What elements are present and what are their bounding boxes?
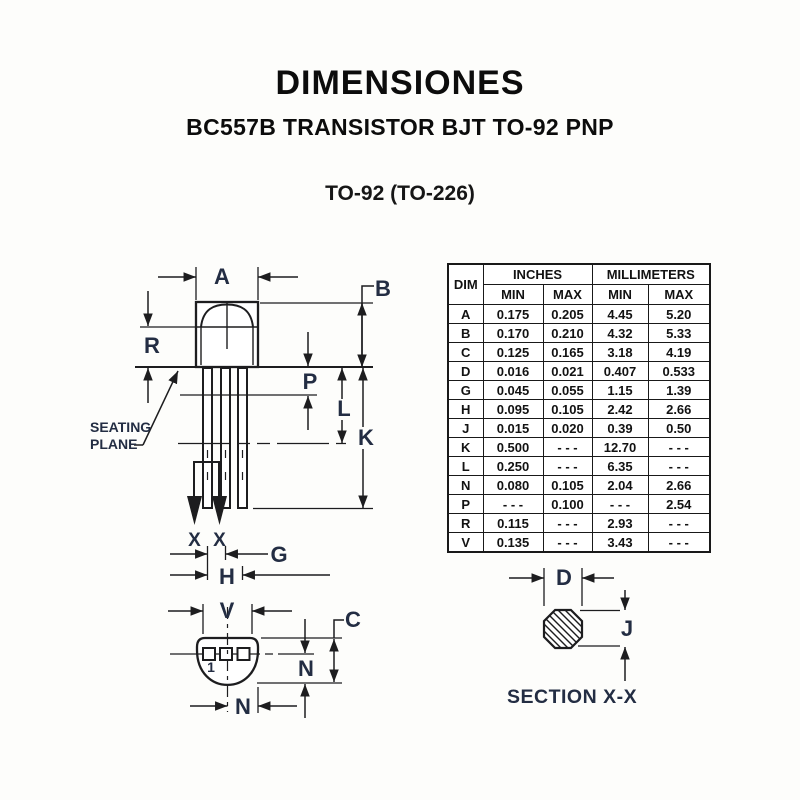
seating-plane-label-line1: SEATING — [90, 419, 152, 435]
dimensions-table — [447, 263, 711, 553]
cell-dim: C — [448, 343, 483, 362]
dim-c — [334, 620, 344, 682]
cell-mm-max: 5.33 — [648, 324, 710, 343]
cell-mm-max: - - - — [648, 457, 710, 476]
cell-in-min: 0.016 — [483, 362, 543, 381]
cell-dim: K — [448, 438, 483, 457]
cell-mm-min: 6.35 — [592, 457, 648, 476]
col-header-mm-max: MAX — [648, 285, 710, 305]
cell-in-min: 0.500 — [483, 438, 543, 457]
lead-cross-section — [518, 605, 612, 650]
cell-mm-min: 4.45 — [592, 305, 648, 324]
cell-in-min: 0.080 — [483, 476, 543, 495]
cell-mm-min: 2.04 — [592, 476, 648, 495]
cell-mm-max: 0.533 — [648, 362, 710, 381]
front-body — [196, 302, 258, 367]
label-h: H — [219, 564, 235, 589]
label-pin1: 1 — [207, 659, 215, 675]
cell-dim: J — [448, 419, 483, 438]
label-n-bottom: N — [235, 694, 251, 719]
cell-mm-min: 3.18 — [592, 343, 648, 362]
cell-in-max: 0.210 — [543, 324, 592, 343]
cell-dim: N — [448, 476, 483, 495]
cell-in-max: 0.105 — [543, 400, 592, 419]
cell-mm-max: - - - — [648, 438, 710, 457]
col-header-dim: DIM — [448, 264, 483, 305]
label-v: V — [219, 598, 235, 623]
cell-in-max: - - - — [543, 514, 592, 533]
cell-in-max: 0.100 — [543, 495, 592, 514]
cell-dim: V — [448, 533, 483, 553]
label-k: K — [358, 425, 374, 450]
table-row — [448, 381, 710, 400]
table-row — [448, 305, 710, 324]
cell-in-max: 0.205 — [543, 305, 592, 324]
section-view — [507, 565, 637, 708]
cell-mm-max: 0.50 — [648, 419, 710, 438]
table-row — [448, 533, 710, 553]
label-g: G — [270, 542, 288, 567]
table-row — [448, 400, 710, 419]
page-title: DIMENSIONES — [275, 64, 525, 102]
cell-in-min: - - - — [483, 495, 543, 514]
cell-dim: H — [448, 400, 483, 419]
col-header-mm-min: MIN — [592, 285, 648, 305]
cell-in-min: 0.015 — [483, 419, 543, 438]
col-group-inches: INCHES — [483, 264, 592, 285]
table-row — [448, 324, 710, 343]
label-a: A — [214, 264, 230, 289]
cell-mm-max: 2.54 — [648, 495, 710, 514]
label-x-left: X — [188, 530, 201, 551]
cell-in-max: - - - — [543, 533, 592, 553]
page-subtitle: BC557B TRANSISTOR BJT TO-92 PNP — [186, 114, 614, 140]
cell-in-min: 0.135 — [483, 533, 543, 553]
cell-in-max: 0.020 — [543, 419, 592, 438]
table-row — [448, 476, 710, 495]
cell-in-max: - - - — [543, 438, 592, 457]
label-x-right: X — [213, 530, 226, 551]
front-view — [90, 264, 391, 589]
label-b: B — [375, 276, 391, 301]
cell-dim: D — [448, 362, 483, 381]
bottom-view — [168, 598, 361, 719]
cell-in-max: 0.165 — [543, 343, 592, 362]
cell-mm-min: 0.407 — [592, 362, 648, 381]
cell-in-max: 0.105 — [543, 476, 592, 495]
seating-plane-label-line2: PLANE — [90, 436, 138, 452]
col-header-in-max: MAX — [543, 285, 592, 305]
cell-in-min: 0.045 — [483, 381, 543, 400]
cell-dim: R — [448, 514, 483, 533]
label-n-right: N — [298, 656, 314, 681]
cell-mm-max: 4.19 — [648, 343, 710, 362]
cell-mm-max: 5.20 — [648, 305, 710, 324]
table-row — [448, 495, 710, 514]
cell-dim: A — [448, 305, 483, 324]
table-subheader-row — [448, 285, 710, 305]
cell-in-max: 0.055 — [543, 381, 592, 400]
cell-in-min: 0.250 — [483, 457, 543, 476]
cell-mm-min: 0.39 — [592, 419, 648, 438]
cell-dim: P — [448, 495, 483, 514]
cell-in-min: 0.175 — [483, 305, 543, 324]
label-c: C — [345, 607, 361, 632]
cell-mm-max: 1.39 — [648, 381, 710, 400]
cell-dim: B — [448, 324, 483, 343]
front-leads — [203, 368, 247, 508]
cell-mm-min: 2.42 — [592, 400, 648, 419]
cell-mm-max: 2.66 — [648, 400, 710, 419]
cell-in-max: 0.021 — [543, 362, 592, 381]
cell-mm-max: 2.66 — [648, 476, 710, 495]
cell-in-min: 0.170 — [483, 324, 543, 343]
dim-b — [362, 286, 374, 367]
cell-mm-min: - - - — [592, 495, 648, 514]
cell-mm-max: - - - — [648, 514, 710, 533]
cell-mm-min: 12.70 — [592, 438, 648, 457]
cell-mm-min: 3.43 — [592, 533, 648, 553]
table-group-header-row — [448, 264, 710, 285]
table-row — [448, 514, 710, 533]
cell-in-min: 0.115 — [483, 514, 543, 533]
label-p: P — [302, 369, 318, 394]
col-header-in-min: MIN — [483, 285, 543, 305]
label-d: D — [556, 565, 572, 590]
label-r: R — [144, 333, 160, 358]
cell-in-min: 0.125 — [483, 343, 543, 362]
table-row — [448, 419, 710, 438]
cell-mm-min: 2.93 — [592, 514, 648, 533]
table-row — [448, 457, 710, 476]
label-l: L — [337, 396, 351, 421]
cell-mm-min: 1.15 — [592, 381, 648, 400]
col-group-millimeters: MILLIMETERS — [592, 264, 710, 285]
cell-in-max: - - - — [543, 457, 592, 476]
cell-dim: G — [448, 381, 483, 400]
section-caption: SECTION X-X — [507, 686, 638, 708]
label-j: J — [620, 616, 634, 641]
table-row — [448, 343, 710, 362]
table-row — [448, 362, 710, 381]
cell-in-min: 0.095 — [483, 400, 543, 419]
table-row — [448, 438, 710, 457]
package-title: TO-92 (TO-226) — [325, 182, 475, 205]
cell-mm-max: - - - — [648, 533, 710, 553]
cell-dim: L — [448, 457, 483, 476]
cell-mm-min: 4.32 — [592, 324, 648, 343]
